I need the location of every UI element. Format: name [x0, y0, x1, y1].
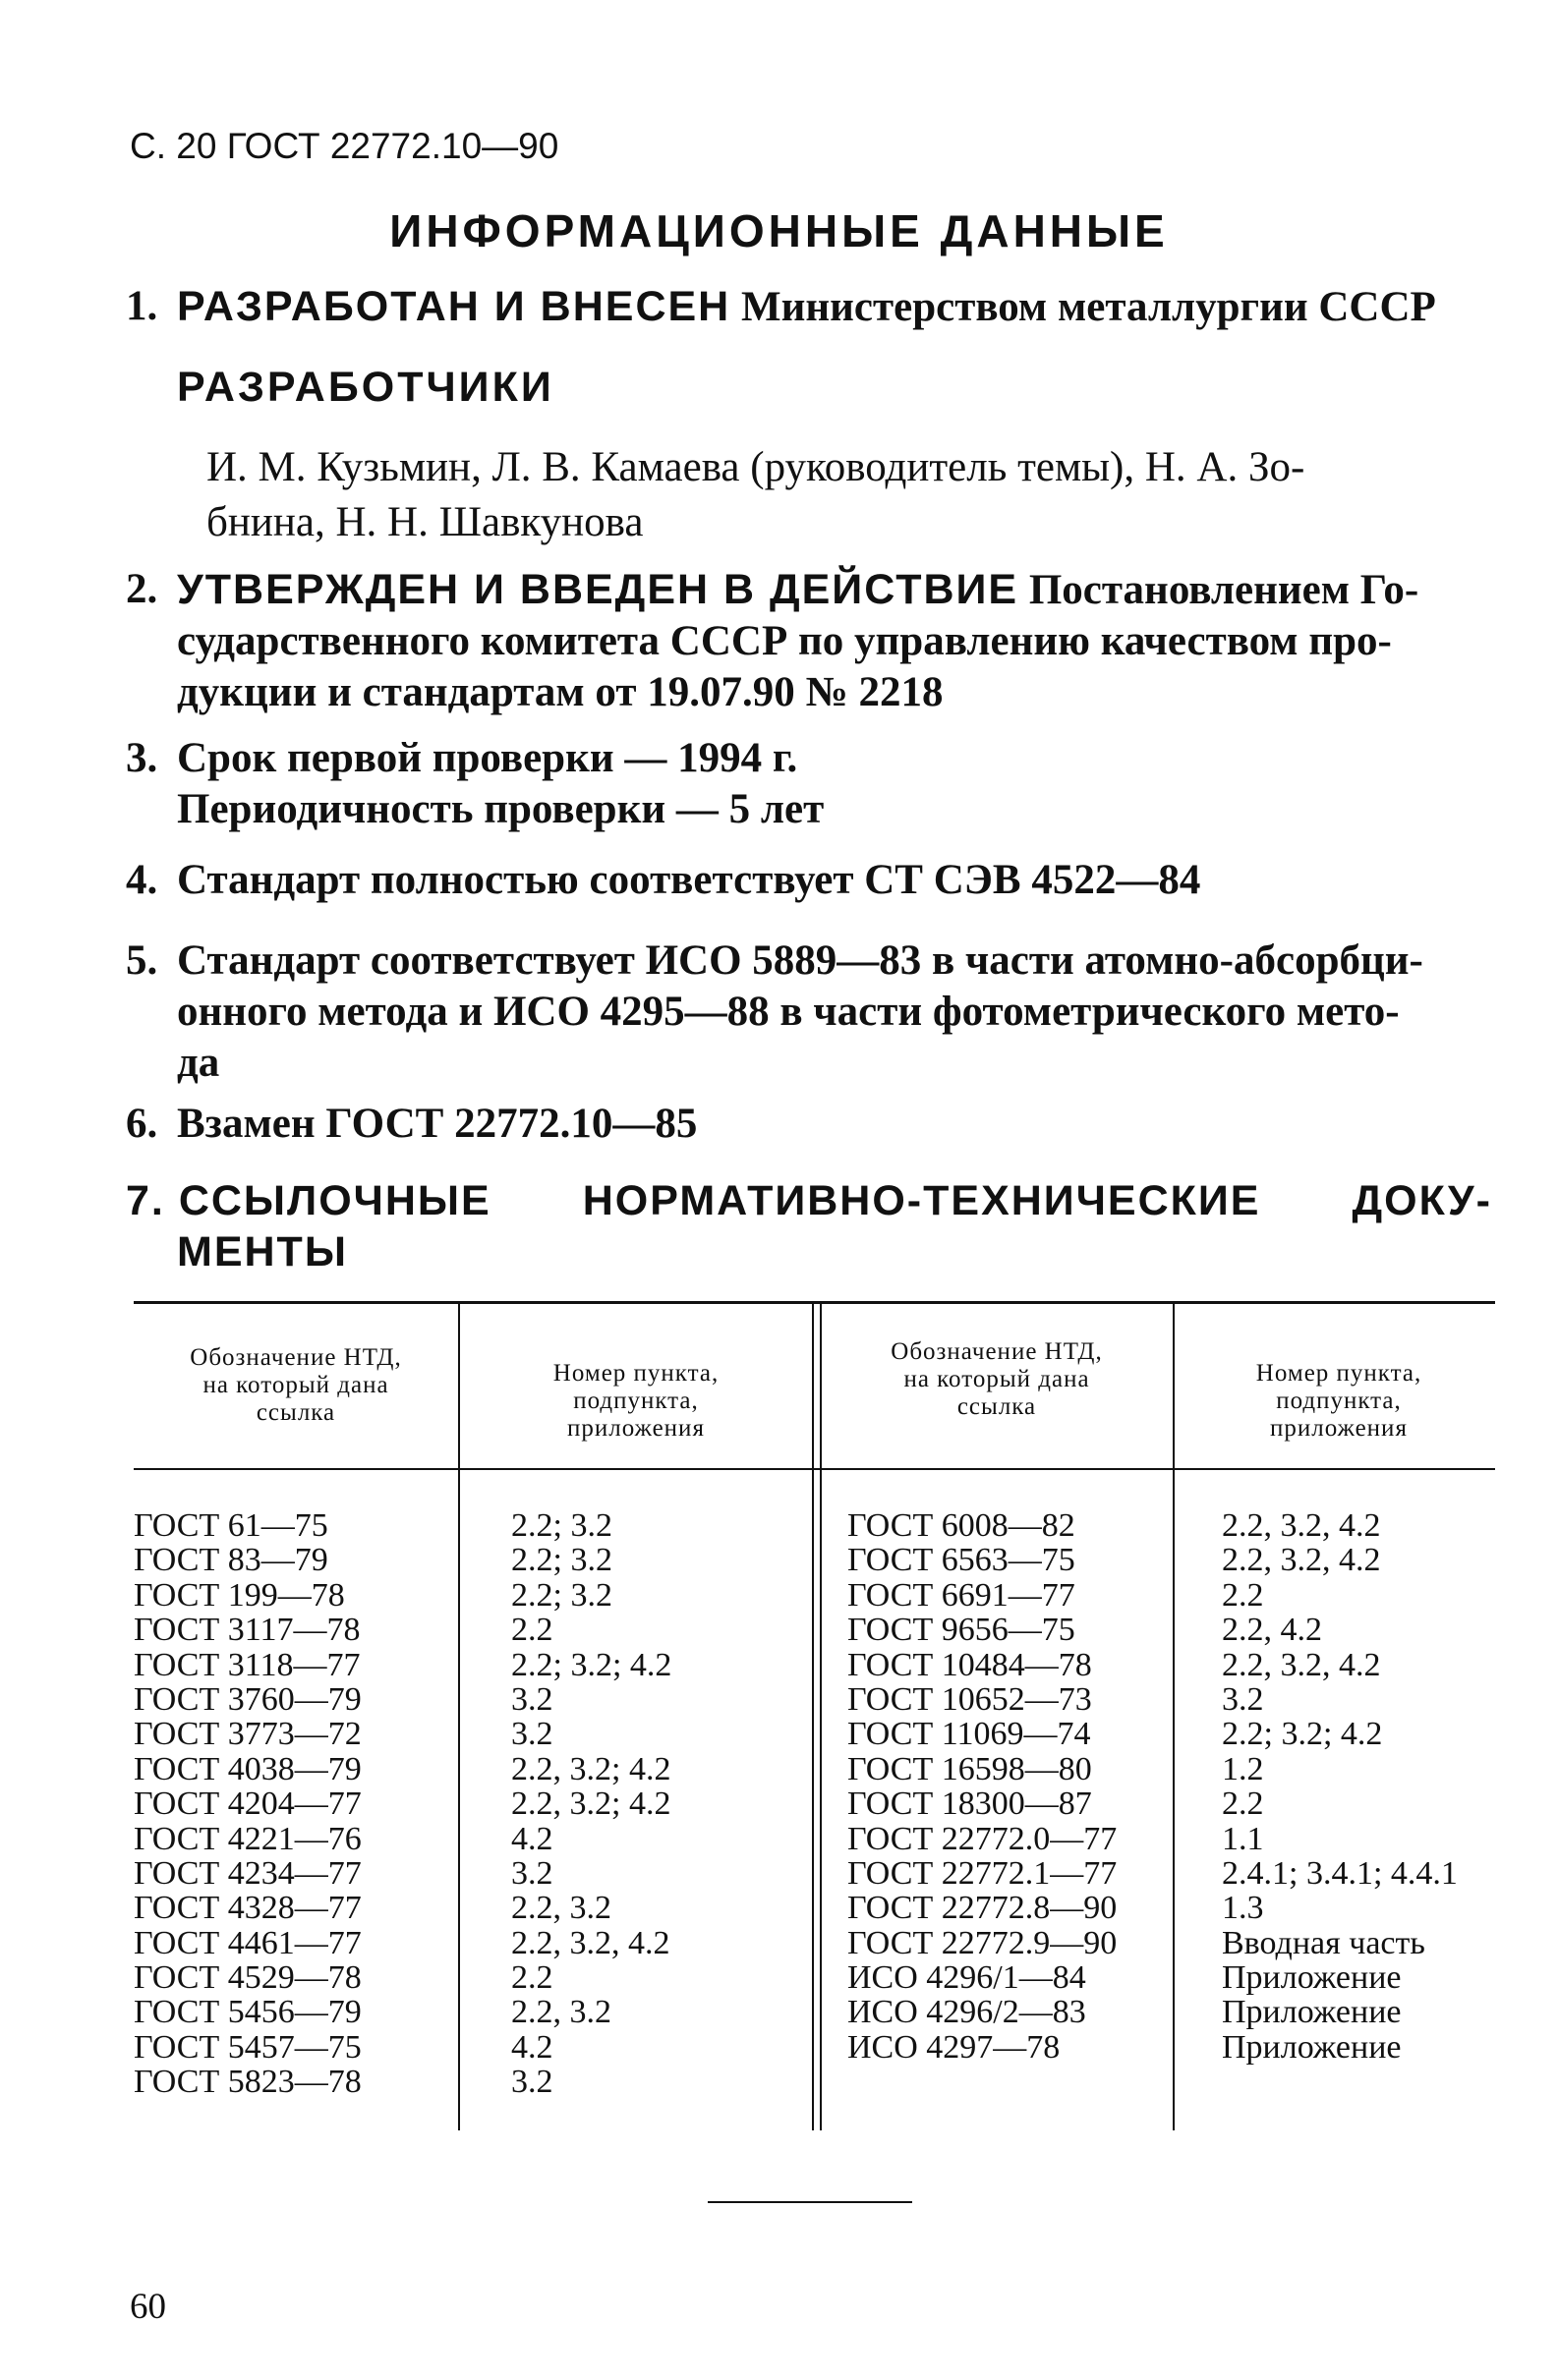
- table-cell-doc: ГОСТ 5456—79: [134, 1994, 362, 2031]
- table-cell-doc: ГОСТ 9656—75: [847, 1612, 1075, 1649]
- table-cell-clause: 2.2, 3.2, 4.2: [1222, 1542, 1381, 1579]
- table-cell-clause: 1.2: [1222, 1750, 1264, 1787]
- developers-heading: РАЗРАБОТЧИКИ: [177, 364, 554, 411]
- table-col-divider-1: [458, 1303, 460, 2130]
- item-5-line-1: Стандарт соответствует ИСО 5889—83 в части атомно-абсорбци-: [177, 937, 1423, 984]
- page-number: 60: [130, 2287, 166, 2327]
- item-3-number: 3.: [126, 735, 158, 781]
- item-3-line-1: Срок первой проверки — 1994 г.: [177, 735, 798, 781]
- table-cell-doc: ГОСТ 3773—72: [134, 1716, 362, 1753]
- table-cell-clause: 2.2: [1222, 1785, 1264, 1823]
- item-5-number: 5.: [126, 937, 158, 984]
- table-header-clause-left: Номер пункта, подпункта, приложения: [552, 1360, 720, 1442]
- table-cell-doc: ГОСТ 5457—75: [134, 2028, 362, 2066]
- item-7-word-2: НОРМАТИВНО-ТЕХНИЧЕСКИЕ: [582, 1177, 1261, 1224]
- developers-line-2: бнина, Н. Н. Шавкунова: [206, 499, 644, 545]
- table-cell-clause: Приложение: [1222, 2028, 1402, 2066]
- developers-names: [206, 440, 1484, 550]
- table-cell-clause: 3.2: [1222, 1680, 1264, 1718]
- item-1-lead: РАЗРАБОТАН И ВНЕСЕН: [177, 283, 731, 330]
- table-cell-doc: ГОСТ 18300—87: [847, 1785, 1092, 1823]
- table-cell-doc: ГОСТ 3760—79: [134, 1680, 362, 1718]
- table-cell-doc: ГОСТ 6563—75: [847, 1542, 1075, 1579]
- item-7-word-3: ДОКУ-: [1352, 1177, 1492, 1224]
- table-cell-doc: ГОСТ 199—78: [134, 1576, 345, 1614]
- table-cell-doc: ГОСТ 4221—76: [134, 1820, 362, 1857]
- table-cell-clause: Приложение: [1222, 1959, 1402, 1997]
- table-cell-doc: ГОСТ 11069—74: [847, 1716, 1091, 1753]
- item-5-line-3: да: [177, 1040, 220, 1086]
- item-3-line-2: Периодичность проверки — 5 лет: [177, 786, 825, 832]
- table-col-right-clauses: [1222, 1508, 1458, 2065]
- table-cell-doc: ГОСТ 4461—77: [134, 1924, 362, 1961]
- item-4-text: Стандарт полностью соответствует СТ СЭВ 4522—84: [177, 857, 1201, 903]
- table-cell-clause: 1.1: [1222, 1820, 1264, 1857]
- item-6-number: 6.: [126, 1101, 158, 1147]
- table-cell-clause: 4.2: [511, 2028, 553, 2066]
- table-cell-doc: ГОСТ 5823—78: [134, 2064, 362, 2101]
- item-7-word-4: МЕНТЫ: [177, 1228, 348, 1275]
- table-col-divider-2a: [812, 1303, 814, 2130]
- table-cell-doc: ГОСТ 22772.9—90: [847, 1924, 1118, 1961]
- table-cell-clause: 2.2, 4.2: [1222, 1612, 1322, 1649]
- table-col-left-docs: [134, 1508, 362, 2100]
- item-2-line-1: Постановлением Го-: [1028, 567, 1419, 613]
- table-header-ntd-right: Обозначение НТД, на который дана ссылка: [891, 1338, 1103, 1420]
- table-cell-clause: 2.4.1; 3.4.1; 4.4.1: [1222, 1854, 1458, 1892]
- table-cell-clause: 1.3: [1222, 1890, 1264, 1927]
- table-cell-clause: 2.2; 3.2: [511, 1542, 612, 1579]
- table-col-divider-3: [1173, 1303, 1175, 2130]
- table-cell-doc: ГОСТ 10652—73: [847, 1680, 1092, 1718]
- table-cell-clause: 2.2, 3.2; 4.2: [511, 1785, 671, 1823]
- table-cell-doc: ГОСТ 22772.8—90: [847, 1890, 1118, 1927]
- developers-line-1: И. М. Кузьмин, Л. В. Камаева (руководитель темы), Н. А. Зо-: [206, 444, 1305, 490]
- table-cell-doc: ГОСТ 10484—78: [847, 1646, 1092, 1683]
- table-header-clause-right: Номер пункта, подпункта, приложения: [1255, 1360, 1422, 1442]
- item-2-number: 2.: [126, 566, 158, 612]
- table-cell-doc: ГОСТ 61—75: [134, 1507, 328, 1544]
- table-cell-doc: ГОСТ 4234—77: [134, 1854, 362, 1892]
- item-1-text: Министерством металлургии СССР: [741, 284, 1436, 330]
- table-cell-doc: ГОСТ 3117—78: [134, 1612, 361, 1649]
- table-cell-doc: ГОСТ 16598—80: [847, 1750, 1092, 1787]
- table-header-ntd-left: Обозначение НТД, на который дана ссылка: [190, 1344, 402, 1426]
- table-cell-clause: 2.2, 3.2: [511, 1994, 611, 2031]
- table-col-divider-2b: [820, 1303, 822, 2130]
- item-1-number: 1.: [126, 283, 158, 329]
- footer-rule: [708, 2201, 912, 2203]
- table-cell-doc: ГОСТ 83—79: [134, 1542, 328, 1579]
- table-cell-clause: 2.2: [511, 1612, 553, 1649]
- table-cell-clause: 4.2: [511, 1820, 553, 1857]
- table-cell-clause: 2.2; 3.2; 4.2: [1222, 1716, 1383, 1753]
- item-4-number: 4.: [126, 857, 158, 903]
- item-6-text: Взамен ГОСТ 22772.10—85: [177, 1101, 698, 1147]
- table-cell-doc: ГОСТ 4204—77: [134, 1785, 362, 1823]
- table-cell-doc: ГОСТ 4529—78: [134, 1959, 362, 1997]
- table-cell-clause: 2.2, 3.2: [511, 1890, 611, 1927]
- table-col-right-docs: [847, 1508, 1117, 2065]
- table-cell-doc: ГОСТ 22772.1—77: [847, 1854, 1118, 1892]
- item-2-line-2: сударственного комитета СССР по управлению качеством про-: [177, 618, 1392, 664]
- table-cell-doc: ГОСТ 4038—79: [134, 1750, 362, 1787]
- item-2-line-3: дукции и стандартам от 19.07.90 № 2218: [177, 669, 944, 715]
- table-header-rule: [134, 1468, 1495, 1470]
- table-cell-clause: 3.2: [511, 1716, 553, 1753]
- item-7-number: 7.: [126, 1177, 165, 1224]
- table-cell-clause: 2.2; 3.2; 4.2: [511, 1646, 672, 1683]
- item-7-word-1: ССЫЛОЧНЫЕ: [178, 1177, 491, 1224]
- item-7: [126, 1175, 1492, 1277]
- table-cell-clause: 2.2, 3.2; 4.2: [511, 1750, 671, 1787]
- item-5-line-2: онного метода и ИСО 4295—88 в части фотометрического мето-: [177, 989, 1400, 1035]
- table-cell-doc: ГОСТ 22772.0—77: [847, 1820, 1118, 1857]
- table-cell-clause: 2.2; 3.2: [511, 1507, 612, 1544]
- table-cell-clause: 2.2: [511, 1959, 553, 1997]
- table-cell-doc: ИСО 4296/1—84: [847, 1959, 1086, 1997]
- table-cell-doc: ГОСТ 6008—82: [847, 1507, 1075, 1544]
- table-cell-clause: Приложение: [1222, 1994, 1402, 2031]
- table-cell-clause: 2.2, 3.2, 4.2: [1222, 1646, 1381, 1683]
- table-cell-doc: ГОСТ 4328—77: [134, 1890, 362, 1927]
- table-cell-clause: 2.2: [1222, 1576, 1264, 1614]
- table-cell-clause: 3.2: [511, 2064, 553, 2101]
- table-cell-clause: 3.2: [511, 1854, 553, 1892]
- table-cell-clause: 3.2: [511, 1680, 553, 1718]
- table-cell-clause: Вводная часть: [1222, 1924, 1425, 1961]
- table-cell-doc: ГОСТ 3118—77: [134, 1646, 361, 1683]
- table-col-left-clauses: [511, 1508, 671, 2100]
- table-cell-clause: 2.2, 3.2, 4.2: [1222, 1507, 1381, 1544]
- table-cell-doc: ИСО 4297—78: [847, 2028, 1061, 2066]
- table-cell-clause: 2.2; 3.2: [511, 1576, 612, 1614]
- page-header-ref: С. 20 ГОСТ 22772.10—90: [130, 126, 559, 166]
- item-2-lead: УТВЕРЖДЕН И ВВЕДЕН В ДЕЙСТВИЕ: [177, 566, 1019, 613]
- table-cell-doc: ГОСТ 6691—77: [847, 1576, 1075, 1614]
- page-title: ИНФОРМАЦИОННЫЕ ДАННЫЕ: [389, 205, 1169, 256]
- table-cell-doc: ИСО 4296/2—83: [847, 1994, 1086, 2031]
- table-cell-clause: 2.2, 3.2, 4.2: [511, 1924, 670, 1961]
- table-top-rule: [134, 1301, 1495, 1304]
